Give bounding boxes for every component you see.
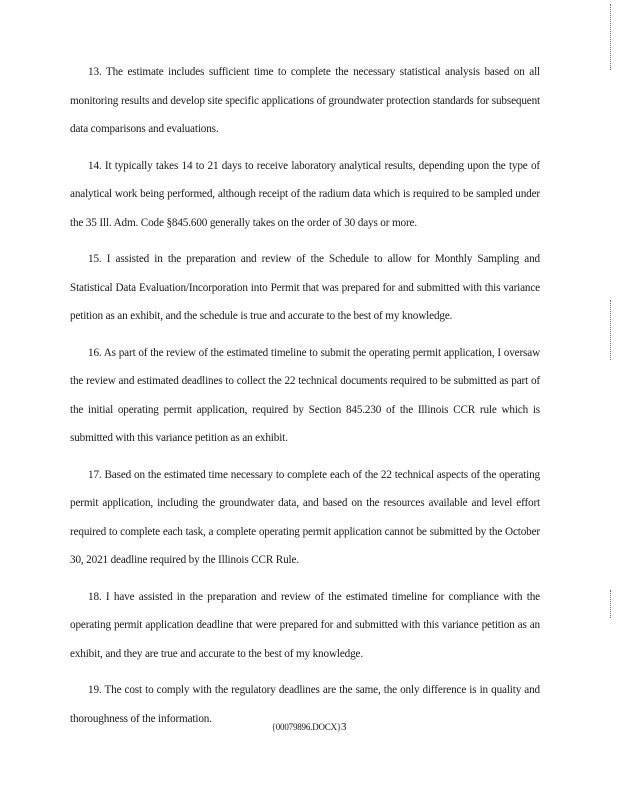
paragraph-13: 13. The estimate includes sufficient time to complete the necessary statistical analysis based on all monitoring results and develop site specific applications of groundwater protection standards for subsequent data comparisons and evaluations. — [70, 66, 540, 135]
paragraph-17: 17. Based on the estimated time necessary to complete each of the 22 technical aspects of the operating permit application, including the groundwater data, and based on the resources available and level effort required to complete each task, a complete operating permit application cannot be submitted by the October 30, 2021 deadline required by the Illinois CCR Rule. — [70, 468, 540, 566]
document-id: {00079896.DOCX} — [271, 722, 342, 732]
paragraph-19: 19. The cost to comply with the regulatory deadlines are the same, the only difference is in quality and thoroughness of the information. — [70, 684, 540, 725]
page-number: 3 — [341, 721, 347, 733]
document-body — [70, 58, 540, 741]
paragraph-15: 15. I assisted in the preparation and review of the Schedule to allow for Monthly Sampling and Statistical Data Evaluation/Incorporation into Permit that was prepared for and submitted with this variance petition as an exhibit, and the schedule is true and accurate to the best of my knowledge. — [70, 253, 540, 322]
scan-edge-mark — [610, 300, 611, 360]
scan-edge-mark — [610, 590, 611, 618]
paragraph-14: 14. It typically takes 14 to 21 days to receive laboratory analytical results, depending upon the type of analytical work being performed, although receipt of the radium data which is required to be sampled under the 35 Ill. Adm. Code §845.600 generally takes on the order of 30 days or more. — [70, 159, 540, 229]
paragraph-18: 18. I have assisted in the preparation and review of the estimated timeline for compliance with the operating permit application deadline that were prepared for and submitted with this variance petition as an exhibit, and they are true and accurate to the best of my knowledge. — [70, 590, 540, 660]
paragraph-16: 16. As part of the review of the estimated timeline to submit the operating permit application, I oversaw the review and estimated deadlines to collect the 22 technical documents required to be submitted as part of the initial operating permit application, required by Section 845.230 of the Illinois CCR rule which is submitted with this variance petition as an exhibit. — [70, 346, 540, 444]
scan-edge-mark — [610, 4, 611, 70]
page-footer — [0, 721, 618, 733]
